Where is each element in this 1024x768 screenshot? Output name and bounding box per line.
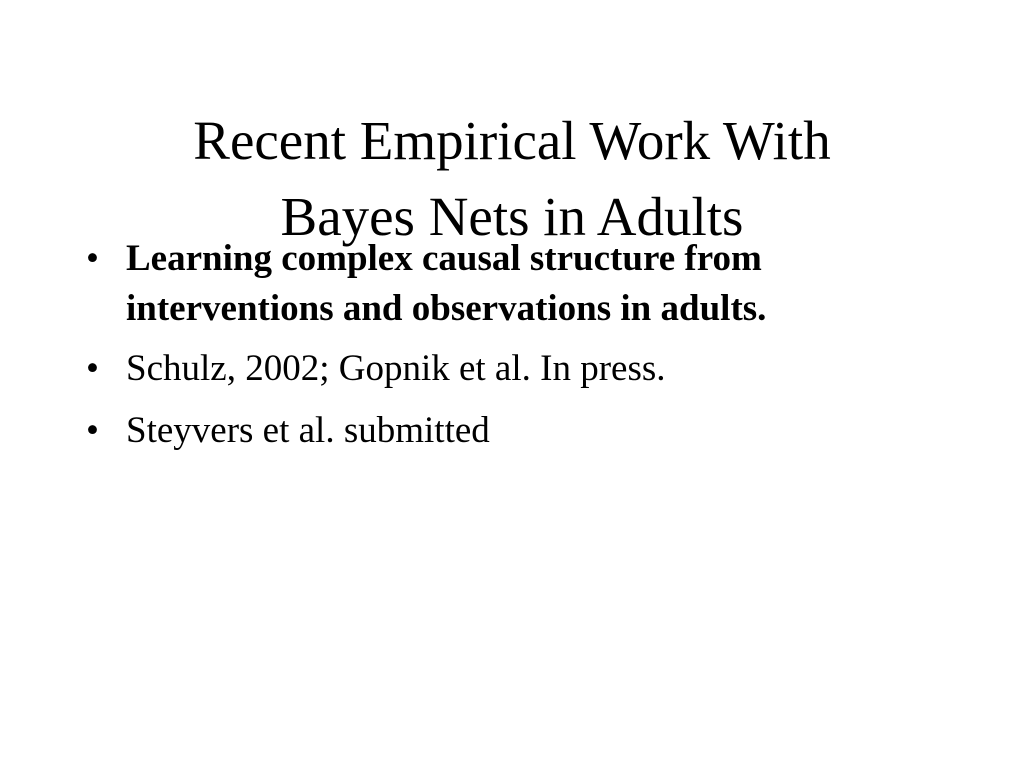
bullet-list <box>86 234 966 468</box>
bullet-mark: • <box>86 348 99 389</box>
bullet-text <box>126 406 966 456</box>
bullet-item-learning <box>86 234 966 334</box>
bullet-text <box>126 234 966 334</box>
bullet-item-schulz <box>86 344 966 394</box>
bullet-line: Steyvers et al. submitted <box>126 410 490 451</box>
bullet-line: interventions and observations in adults. <box>126 288 767 329</box>
bullet-line: Schulz, 2002; Gopnik et al. In press. <box>126 348 666 389</box>
slide-title <box>100 103 924 255</box>
bullet-item-steyvers <box>86 406 966 456</box>
slide-title-line-2: Bayes Nets in Adults <box>280 185 744 247</box>
slide-title-line-1: Recent Empirical Work With <box>193 109 831 171</box>
bullet-mark: • <box>86 410 99 451</box>
bullet-mark: • <box>86 238 99 279</box>
bullet-line: Learning complex causal structure from <box>126 238 762 279</box>
bullet-text <box>126 344 966 394</box>
